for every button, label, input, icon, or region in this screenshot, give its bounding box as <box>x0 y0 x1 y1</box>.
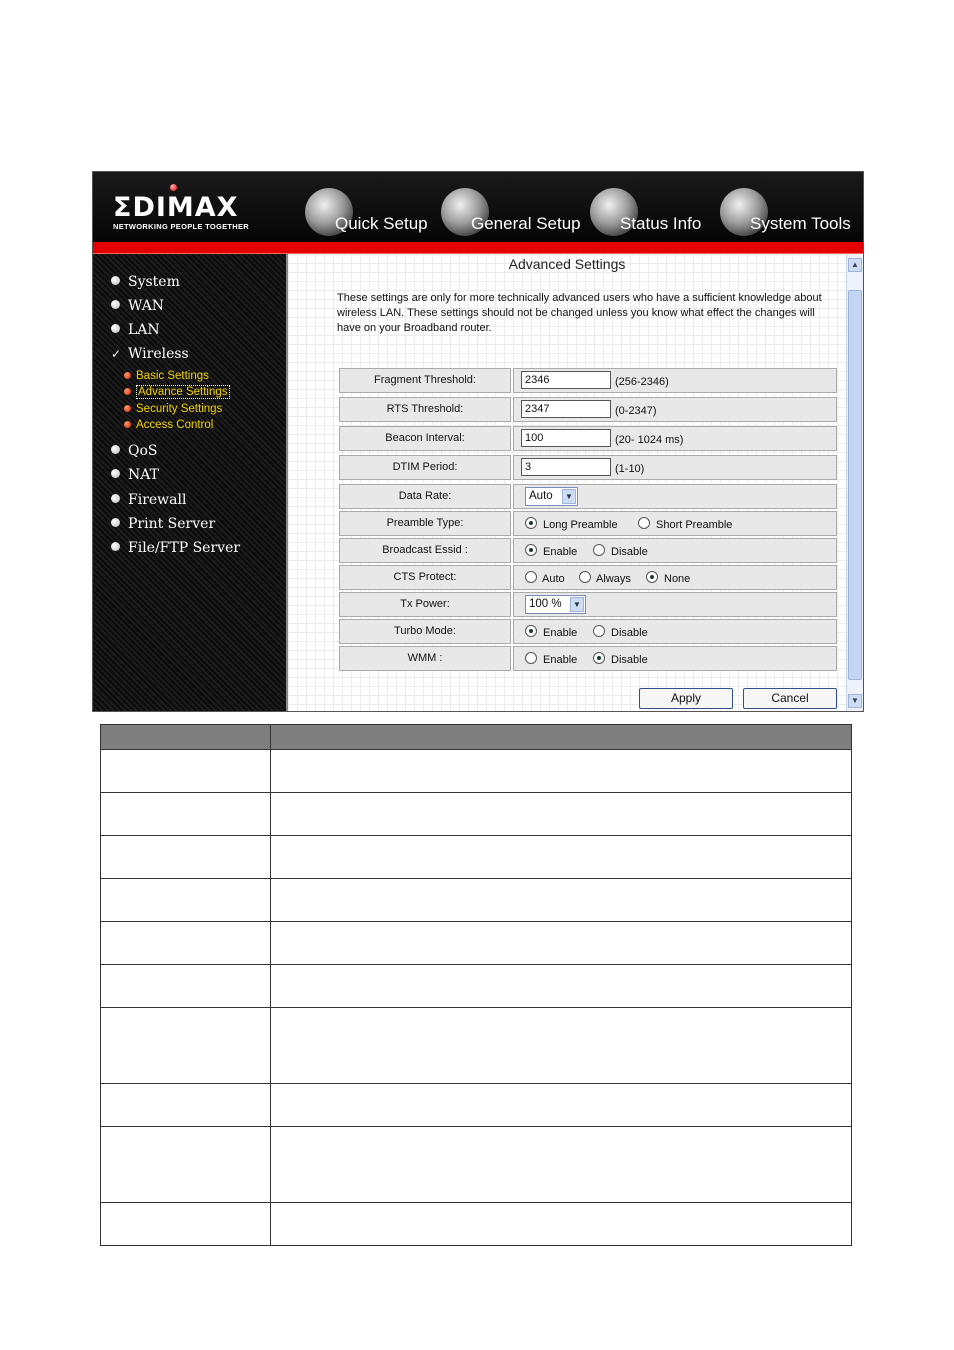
sidebar-subitem-label: Advance Settings <box>138 386 228 398</box>
short-preamble-radio[interactable] <box>638 517 650 529</box>
table-cell <box>271 922 852 965</box>
bullet-icon <box>124 421 131 428</box>
field-value-cell <box>513 368 837 393</box>
sidebar-item-label: WAN <box>128 298 165 314</box>
table-row <box>101 1127 852 1203</box>
wmm-enable-radio[interactable] <box>525 652 537 664</box>
row-wmm <box>339 646 837 671</box>
radio-label: Short Preamble <box>656 519 733 531</box>
sidebar-item-label: File/FTP Server <box>128 540 241 556</box>
row-turbo-mode <box>339 619 837 644</box>
field-label: WMM : <box>339 646 511 671</box>
field-label: Beacon Interval: <box>339 426 511 451</box>
row-data-rate <box>339 484 837 509</box>
essid-disable-radio[interactable] <box>593 544 605 556</box>
table-header-cell <box>271 725 852 750</box>
range-hint: (1-10) <box>615 463 645 475</box>
field-label: Turbo Mode: <box>339 619 511 644</box>
table-row <box>101 793 852 836</box>
field-label: Tx Power: <box>339 592 511 617</box>
row-dtim-period <box>339 455 837 480</box>
table-cell <box>101 879 271 922</box>
chevron-down-icon: ▼ <box>570 597 584 612</box>
row-tx-power <box>339 592 837 617</box>
table-row <box>101 879 852 922</box>
sidebar-item-label: NAT <box>128 467 159 483</box>
sidebar-item-wireless[interactable] <box>111 346 189 362</box>
bullet-icon <box>111 494 120 503</box>
sidebar-subitem-label: Security Settings <box>136 403 223 415</box>
table-cell <box>101 1084 271 1127</box>
field-value-cell <box>513 565 837 590</box>
radio-label: Enable <box>543 546 578 558</box>
checkmark-icon: ✓ <box>111 347 122 361</box>
sidebar-subitem-basic-settings[interactable] <box>124 370 209 382</box>
description-table <box>100 724 852 1246</box>
table-cell <box>101 1008 271 1084</box>
dtim-period-input[interactable]: 3 <box>521 458 611 476</box>
table-cell <box>271 836 852 879</box>
turbo-enable-radio[interactable] <box>525 625 537 637</box>
cts-auto-radio[interactable] <box>525 571 537 583</box>
radio-label: Always <box>596 573 631 585</box>
scroll-down-icon[interactable]: ▼ <box>848 694 862 708</box>
bullet-icon <box>111 542 120 551</box>
table-row <box>101 1084 852 1127</box>
table-cell <box>101 1127 271 1203</box>
table-row <box>101 922 852 965</box>
cancel-button[interactable]: Cancel <box>743 688 837 709</box>
field-label: Broadcast Essid : <box>339 538 511 563</box>
page-title: Advanced Settings <box>508 256 626 272</box>
bullet-icon <box>111 469 120 478</box>
chevron-down-icon: ▼ <box>562 489 576 504</box>
field-label: RTS Threshold: <box>339 397 511 422</box>
table-cell <box>271 879 852 922</box>
sidebar-subitem-label: Basic Settings <box>136 370 209 382</box>
long-preamble-radio[interactable] <box>525 517 537 529</box>
sidebar-item-label: QoS <box>128 443 158 459</box>
essid-enable-radio[interactable] <box>525 544 537 556</box>
table-row <box>101 1008 852 1084</box>
range-hint: (256-2346) <box>615 376 669 388</box>
table-cell <box>271 1203 852 1246</box>
row-beacon-interval <box>339 426 837 451</box>
radio-label: Disable <box>611 627 648 639</box>
sidebar-item-nat[interactable] <box>111 467 159 483</box>
field-value-cell <box>513 619 837 644</box>
rts-threshold-input[interactable]: 2347 <box>521 400 611 418</box>
row-broadcast-essid <box>339 538 837 563</box>
field-value-cell <box>513 646 837 671</box>
beacon-interval-input[interactable]: 100 <box>521 429 611 447</box>
sidebar-item-label: Wireless <box>128 346 189 362</box>
table-cell <box>101 922 271 965</box>
table-cell <box>101 965 271 1008</box>
sidebar-item-label: LAN <box>128 322 160 338</box>
field-label: DTIM Period: <box>339 455 511 480</box>
radio-label: Disable <box>611 546 648 558</box>
field-value-cell <box>513 455 837 480</box>
sidebar-item-firewall[interactable] <box>111 492 186 508</box>
bullet-icon <box>124 405 131 412</box>
header-bar <box>93 172 863 242</box>
select-value: Auto <box>529 490 553 502</box>
vertical-scrollbar[interactable] <box>846 254 864 711</box>
apply-button[interactable]: Apply <box>639 688 733 709</box>
field-value-cell <box>513 538 837 563</box>
radio-label: Auto <box>542 573 565 585</box>
sidebar-subitem-advance-settings[interactable] <box>124 386 230 398</box>
wmm-disable-radio[interactable] <box>593 652 605 664</box>
radio-label: Long Preamble <box>543 519 618 531</box>
sidebar-item-file-ftp-server[interactable] <box>111 540 240 556</box>
sidebar-item-label: Firewall <box>128 492 187 508</box>
row-preamble-type <box>339 511 837 536</box>
radio-label: Enable <box>543 627 578 639</box>
router-admin-window <box>92 171 864 712</box>
sidebar-menu <box>93 254 288 711</box>
bullet-icon <box>124 372 131 379</box>
brand-tagline: NETWORKING PEOPLE TOGETHER <box>113 222 250 231</box>
table-header-cell <box>101 725 271 750</box>
select-value: 100 % <box>529 598 562 610</box>
sidebar-subitem-label: Access Control <box>136 419 214 431</box>
table-header-row <box>101 725 852 750</box>
sidebar-item-lan[interactable] <box>111 322 160 338</box>
field-value-cell <box>513 592 837 617</box>
range-hint: (0-2347) <box>615 405 657 417</box>
data-rate-select[interactable] <box>525 487 578 506</box>
row-cts-protect <box>339 565 837 590</box>
field-label: Fragment Threshold: <box>339 368 511 393</box>
nav-label: General Setup <box>471 214 581 233</box>
sidebar-subitem-access-control[interactable] <box>124 419 213 431</box>
table-cell <box>101 793 271 836</box>
sidebar-subitem-security-settings[interactable] <box>124 403 222 415</box>
radio-label: Disable <box>611 654 648 666</box>
sidebar-item-print-server[interactable] <box>111 516 215 532</box>
table-cell <box>271 1008 852 1084</box>
logo-dot <box>170 184 177 191</box>
field-label: Data Rate: <box>339 484 511 509</box>
scrollbar-thumb[interactable] <box>848 290 862 680</box>
field-value-cell <box>513 484 837 509</box>
header-divider-bar <box>93 242 863 254</box>
sidebar-item-label: System <box>128 274 180 290</box>
table-row <box>101 836 852 879</box>
sidebar-item-qos[interactable] <box>111 443 158 459</box>
fragment-threshold-input[interactable]: 2346 <box>521 371 611 389</box>
sidebar-item-label: Print Server <box>128 516 216 532</box>
range-hint: (20- 1024 ms) <box>615 434 684 446</box>
row-fragment-threshold <box>339 368 837 393</box>
scroll-up-icon[interactable]: ▲ <box>848 258 862 272</box>
radio-label: None <box>664 573 691 585</box>
cts-always-radio[interactable] <box>579 571 591 583</box>
turbo-disable-radio[interactable] <box>593 625 605 637</box>
table-cell <box>271 793 852 836</box>
bullet-icon <box>111 445 120 454</box>
brand-logo: ΣDIMAX <box>113 192 239 223</box>
table-row <box>101 965 852 1008</box>
bullet-icon <box>124 388 131 395</box>
table-cell <box>271 750 852 793</box>
content-panel <box>288 254 846 711</box>
field-label: Preamble Type: <box>339 511 511 536</box>
table-cell <box>271 1127 852 1203</box>
cts-none-radio[interactable] <box>646 571 658 583</box>
nav-label: Status Info <box>620 214 702 233</box>
sidebar-item-system[interactable] <box>111 274 180 290</box>
intro-text: These settings are only for more technically advanced users who have a sufficient knowledge about wireless LAN. These settings should not be changed unless you know what effect the changes will have on your Broadband router. <box>337 292 822 334</box>
bullet-icon <box>111 324 120 333</box>
table-cell <box>101 1203 271 1246</box>
sidebar-item-wan[interactable] <box>111 298 164 314</box>
tx-power-select[interactable] <box>525 595 586 614</box>
radio-label: Enable <box>543 654 578 666</box>
field-label: CTS Protect: <box>339 565 511 590</box>
row-rts-threshold <box>339 397 837 422</box>
field-value-cell <box>513 511 837 536</box>
table-row <box>101 1203 852 1246</box>
nav-label: System Tools <box>750 214 851 233</box>
bullet-icon <box>111 518 120 527</box>
field-value-cell <box>513 397 837 422</box>
table-row <box>101 750 852 793</box>
bullet-icon <box>111 300 120 309</box>
field-value-cell <box>513 426 837 451</box>
bullet-icon <box>111 276 120 285</box>
table-cell <box>271 1084 852 1127</box>
table-cell <box>101 836 271 879</box>
table-cell <box>101 750 271 793</box>
nav-label: Quick Setup <box>335 214 428 233</box>
table-cell <box>271 965 852 1008</box>
